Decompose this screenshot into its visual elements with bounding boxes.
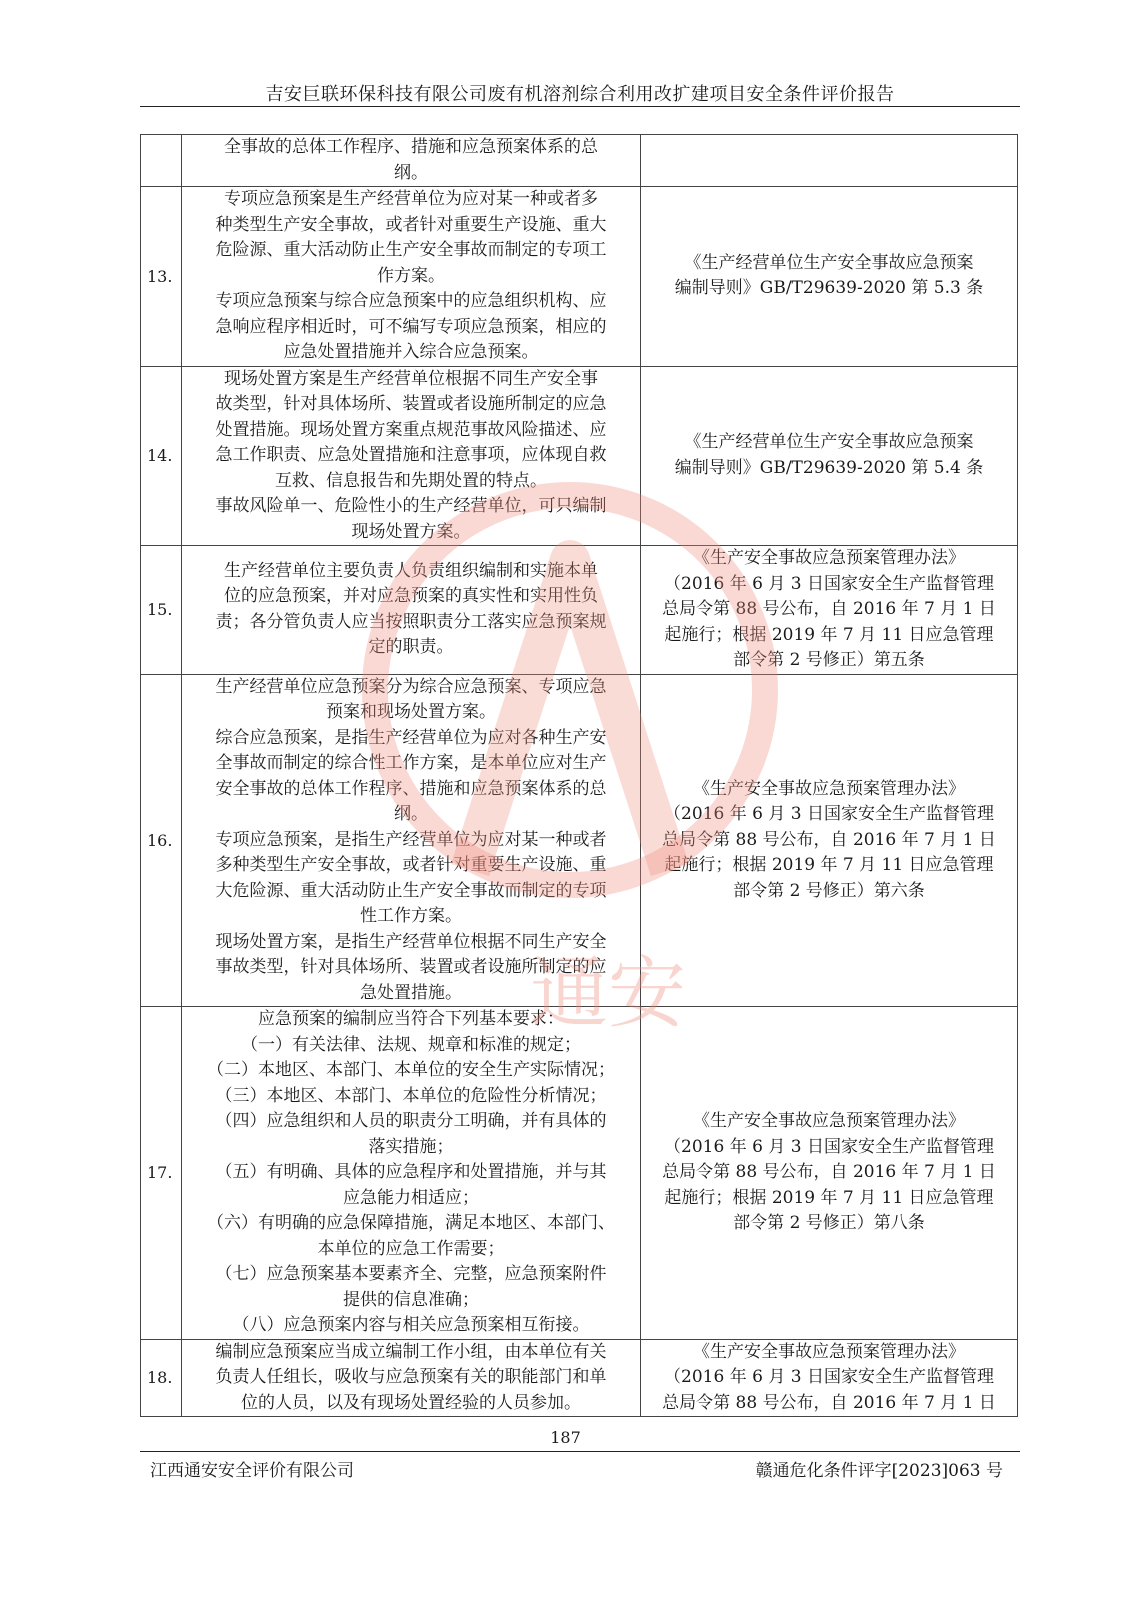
basis-cell xyxy=(641,135,1018,187)
requirement-line: 位的人员，以及有现场处置经验的人员参加。 xyxy=(241,1392,581,1413)
basis-cell xyxy=(641,366,1018,546)
basis-line: 部令第 2 号修正）第五条 xyxy=(733,650,925,670)
requirement-line: 种类型生产安全事故，或者针对重要生产设施、重大 xyxy=(215,214,607,235)
basis-cell xyxy=(641,674,1018,1007)
table-row xyxy=(141,674,1018,1007)
requirements-table xyxy=(140,134,1018,1417)
basis-line: 编制导则》GB/T29639-2020 第 5.3 条 xyxy=(674,278,984,299)
requirement-line: 落实措施； xyxy=(368,1136,454,1157)
watermark-text: 通安 xyxy=(530,949,687,1037)
table-row xyxy=(141,187,1018,367)
basis-line: （2016 年 6 月 3 日国家安全生产监督管理 xyxy=(664,804,994,824)
basis-line: 总局令第 88 号公布，自 2016 年 7 月 1 日 xyxy=(662,829,996,850)
requirement-line: 应急能力相适应； xyxy=(343,1187,479,1208)
requirement-line: 急响应程序相近时，可不编写专项应急预案，相应的 xyxy=(215,316,607,337)
basis-line: 起施行；根据 2019 年 7 月 11 日应急管理 xyxy=(664,1187,994,1208)
row-number xyxy=(141,135,182,187)
requirement-line: 互救、信息报告和先期处置的特点。 xyxy=(275,470,547,491)
requirement-line: 预案和现场处置方案。 xyxy=(326,702,496,722)
requirement-cell xyxy=(182,1007,641,1340)
requirement-line: （三）本地区、本部门、本单位的危险性分析情况； xyxy=(215,1085,607,1106)
basis-line: 《生产经营单位生产安全事故应急预案 xyxy=(684,432,974,453)
requirement-line: 应急预案的编制应当符合下列基本要求： xyxy=(258,1009,564,1029)
table-row xyxy=(141,1339,1018,1417)
requirement-line: 生产经营单位应急预案分为综合应急预案、专项应急 xyxy=(215,676,607,697)
requirement-cell xyxy=(182,674,641,1007)
requirement-line: 本单位的应急工作需要； xyxy=(317,1238,505,1259)
requirement-line: 多种类型生产安全事故，或者针对重要生产设施、重 xyxy=(215,855,607,875)
requirement-line: 现场处置方案是生产经营单位根据不同生产安全事 xyxy=(224,368,598,389)
requirement-line: 专项应急预案是生产经营单位为应对某一种或者多 xyxy=(224,189,598,209)
requirement-line: 编制应急预案应当成立编制工作小组，由本单位有关 xyxy=(215,1341,607,1362)
basis-line: （2016 年 6 月 3 日国家安全生产监督管理 xyxy=(664,1136,994,1157)
basis-cell xyxy=(641,1339,1018,1417)
requirement-line: 定的职责。 xyxy=(368,637,454,658)
requirement-line: 提供的信息准确； xyxy=(343,1289,479,1310)
basis-line: 《生产安全事故应急预案管理办法》 xyxy=(693,1111,965,1131)
footer-company: 江西通安安全评价有限公司 xyxy=(150,1461,354,1481)
basis-line: 《生产经营单位生产安全事故应急预案 xyxy=(684,252,974,273)
basis-line: 《生产安全事故应急预案管理办法》 xyxy=(693,548,965,568)
table-row xyxy=(141,1007,1018,1340)
requirement-line: （二）本地区、本部门、本单位的安全生产实际情况； xyxy=(207,1060,615,1080)
requirement-line: 故类型，针对具体场所、装置或者设施所制定的应急 xyxy=(215,394,607,414)
requirement-line: 事故风险单一、危险性小的生产经营单位，可只编制 xyxy=(215,496,607,516)
basis-line: （2016 年 6 月 3 日国家安全生产监督管理 xyxy=(664,1367,994,1387)
row-number: 18. xyxy=(141,1339,182,1417)
requirement-line: （一）有关法律、法规、规章和标准的规定； xyxy=(241,1034,581,1055)
row-number: 15. xyxy=(141,546,182,675)
requirement-cell xyxy=(182,366,641,546)
requirement-line: （四）应急组织和人员的职责分工明确，并有具体的 xyxy=(215,1111,607,1131)
header-rule xyxy=(140,106,1020,107)
requirement-line: 综合应急预案，是指生产经营单位为应对各种生产安 xyxy=(215,727,607,748)
requirement-line: 责；各分管负责人应当按照职责分工落实应急预案规 xyxy=(215,611,607,632)
requirement-line: 危险源、重大活动防止生产安全事故而制定的专项工 xyxy=(215,240,607,260)
requirement-line: 纲。 xyxy=(394,804,428,824)
basis-line: 总局令第 88 号公布，自 2016 年 7 月 1 日 xyxy=(662,599,996,619)
basis-line: （2016 年 6 月 3 日国家安全生产监督管理 xyxy=(664,573,994,594)
requirement-line: 专项应急预案与综合应急预案中的应急组织机构、应 xyxy=(215,291,607,311)
requirement-cell xyxy=(182,135,641,187)
requirement-line: （六）有明确的应急保障措施，满足本地区、本部门、 xyxy=(207,1213,615,1233)
page-header: 吉安巨联环保科技有限公司废有机溶剂综合利用改扩建项目安全条件评价报告 xyxy=(265,84,895,105)
requirement-line: 全事故而制定的综合性工作方案，是本单位应对生产 xyxy=(215,753,607,773)
requirement-line: 全事故的总体工作程序、措施和应急预案体系的总 xyxy=(224,137,598,157)
requirement-line: 应急处置措施并入综合应急预案。 xyxy=(283,342,539,362)
requirement-line: 处置措施。现场处置方案重点规范事故风险描述、应 xyxy=(215,419,607,440)
requirement-line: 纲。 xyxy=(394,162,428,183)
row-number: 13. xyxy=(141,187,182,367)
row-number: 17. xyxy=(141,1007,182,1340)
footer-rule xyxy=(140,1451,1020,1452)
requirement-line: 性工作方案。 xyxy=(360,906,462,926)
basis-line: 总局令第 88 号公布，自 2016 年 7 月 1 日 xyxy=(662,1162,996,1182)
requirement-line: 生产经营单位主要负责人负责组织编制和实施本单 xyxy=(224,560,598,581)
requirement-line: 安全事故的总体工作程序、措施和应急预案体系的总 xyxy=(215,778,607,799)
page-number: 187 xyxy=(550,1428,581,1447)
basis-line: 起施行；根据 2019 年 7 月 11 日应急管理 xyxy=(664,855,994,875)
basis-line: 部令第 2 号修正）第六条 xyxy=(733,880,925,901)
table-row xyxy=(141,366,1018,546)
requirement-line: 负责人任组长，吸收与应急预案有关的职能部门和单 xyxy=(215,1367,607,1387)
requirement-cell xyxy=(182,187,641,367)
table-row xyxy=(141,135,1018,187)
basis-line: 《生产安全事故应急预案管理办法》 xyxy=(693,1341,965,1362)
table-row xyxy=(141,546,1018,675)
requirement-line: 事故类型，针对具体场所、装置或者设施所制定的应 xyxy=(215,957,607,977)
requirement-line: 现场处置方案。 xyxy=(351,521,471,542)
requirement-line: 位的应急预案，并对应急预案的真实性和实用性负 xyxy=(224,586,598,607)
basis-cell xyxy=(641,187,1018,367)
footer-doc-number: 赣通危化条件评字[2023]063 号 xyxy=(755,1461,1003,1481)
requirement-line: 专项应急预案，是指生产经营单位为应对某一种或者 xyxy=(215,829,607,850)
requirement-line: 现场处置方案，是指生产经营单位根据不同生产安全 xyxy=(215,931,607,952)
requirement-line: 大危险源、重大活动防止生产安全事故而制定的专项 xyxy=(215,880,607,901)
basis-cell xyxy=(641,546,1018,675)
basis-line: 总局令第 88 号公布，自 2016 年 7 月 1 日 xyxy=(662,1392,996,1413)
basis-cell xyxy=(641,1007,1018,1340)
requirement-cell xyxy=(182,546,641,675)
requirement-line: 急工作职责、应急处置措施和注意事项，应体现自救 xyxy=(215,445,607,465)
basis-line: 部令第 2 号修正）第八条 xyxy=(733,1213,925,1233)
row-number: 16. xyxy=(141,674,182,1007)
row-number: 14. xyxy=(141,366,182,546)
requirement-line: （八）应急预案内容与相关应急预案相互衔接。 xyxy=(232,1315,590,1335)
basis-line: 编制导则》GB/T29639-2020 第 5.4 条 xyxy=(674,457,984,478)
requirement-cell xyxy=(182,1339,641,1417)
basis-line: 《生产安全事故应急预案管理办法》 xyxy=(693,778,965,799)
basis-line: 起施行；根据 2019 年 7 月 11 日应急管理 xyxy=(664,624,994,645)
requirement-line: （七）应急预案基本要素齐全、完整，应急预案附件 xyxy=(215,1264,607,1284)
requirement-line: （五）有明确、具体的应急程序和处置措施，并与其 xyxy=(215,1162,607,1182)
requirement-line: 作方案。 xyxy=(377,265,445,286)
requirement-line: 急处置措施。 xyxy=(360,982,462,1003)
